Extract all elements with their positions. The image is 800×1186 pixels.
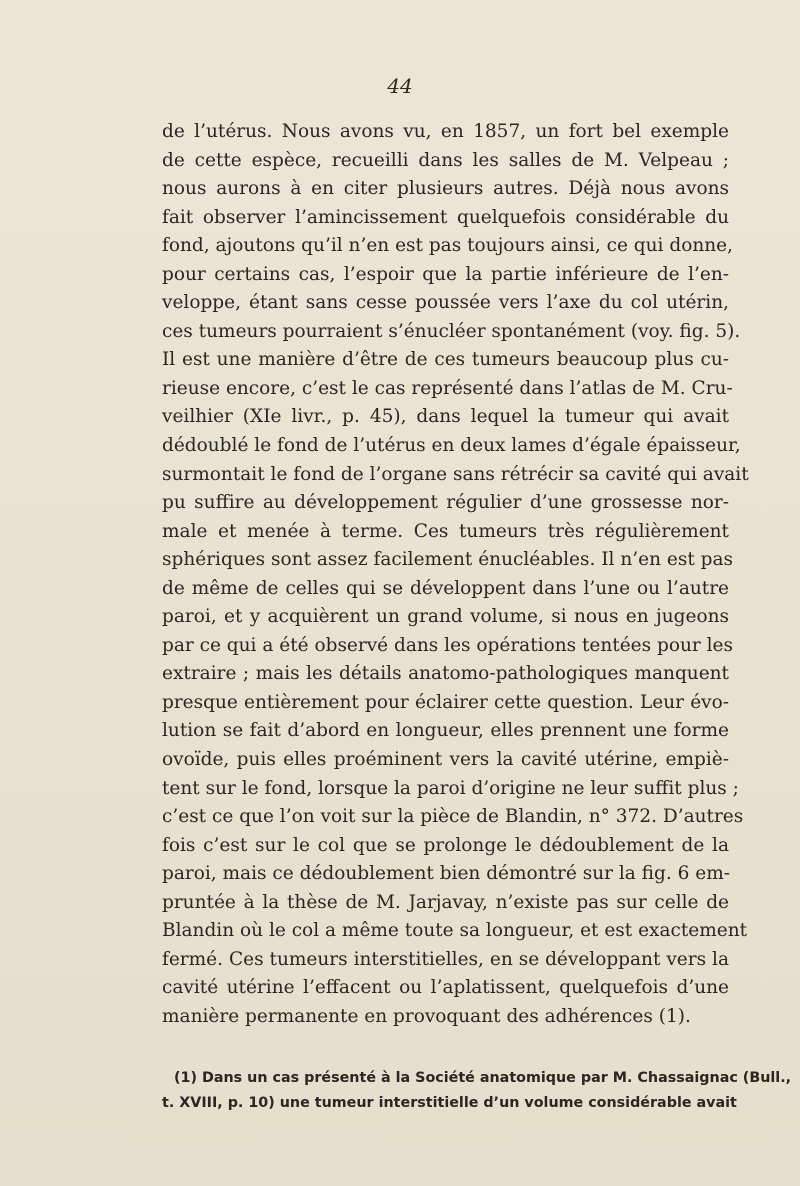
- text-line: c’est ce que l’on voit sur la pièce de Blandin, n° 372. D’autres: [162, 806, 744, 828]
- text-line: dédoublé le fond de l’utérus en deux lames d’égale épaisseur,: [162, 435, 741, 457]
- text-line: paroi, mais ce dédoublement bien démontré sur la fig. 6 em-: [162, 863, 730, 885]
- text-line: male et menée à terme. Ces tumeurs très régulièrement: [162, 520, 729, 542]
- footnote-line: (1) Dans un cas présenté à la Société anatomique par M. Chassaignac (Bull.,: [174, 1070, 792, 1086]
- text-line: veloppe, étant sans cesse poussée vers l’axe du col utérin,: [162, 292, 729, 314]
- text-line: fond, ajoutons qu’il n’en est pas toujours ainsi, ce qui donne,: [162, 235, 733, 257]
- text-line: ces tumeurs pourraient s’énucléer spontanément (voy. fig. 5).: [162, 320, 741, 342]
- text-line: pruntée à la thèse de M. Jarjavay, n’existe pas sur celle de: [162, 891, 729, 913]
- text-line: veilhier (XIe livr., p. 45), dans lequel la tumeur qui avait: [162, 406, 729, 428]
- text-line: de l’utérus. Nous avons vu, en 1857, un fort bel exemple: [162, 121, 729, 142]
- text-line: rieuse encore, c’est le cas représenté dans l’atlas de M. Cru-: [162, 377, 733, 399]
- text-line: surmontait le fond de l’organe sans rétrécir sa cavité qui avait: [162, 463, 749, 485]
- text-line: fois c’est sur le col que se prolonge le dédoublement de la: [162, 834, 729, 856]
- text-line: presque entièrement pour éclairer cette question. Leur évo-: [162, 691, 729, 713]
- text-line: manière permanente en provoquant des adhérences (1).: [162, 1005, 691, 1027]
- text-line: ovoïde, puis elles proéminent vers la cavité utérine, empiè-: [162, 749, 729, 771]
- text-line: de cette espèce, recueilli dans les salles de M. Velpeau ;: [162, 149, 729, 171]
- text-line: pu suffire au développement régulier d’une grossesse nor-: [162, 492, 729, 514]
- text-line: de même de celles qui se développent dans l’une ou l’autre: [162, 577, 729, 599]
- text-line: par ce qui a été observé dans les opérations tentées pour les: [162, 634, 733, 656]
- text-line: nous aurons à en citer plusieurs autres. Déjà nous avons: [162, 178, 729, 200]
- page-number: 44: [387, 74, 413, 98]
- text-line: Blandin où le col a même toute sa longueur, et est exactement: [162, 920, 748, 942]
- text-line: Il est une manière d’être de ces tumeurs beaucoup plus cu-: [162, 349, 729, 371]
- text-line: tent sur le fond, lorsque la paroi d’origine ne leur suffit plus ;: [162, 777, 739, 799]
- text-line: sphériques sont assez facilement énucléables. Il n’en est pas: [162, 549, 733, 571]
- text-line: extraire ; mais les détails anatomo-pathologiques manquent: [162, 663, 729, 685]
- text-line: fait observer l’amincissement quelquefois considérable du: [162, 206, 729, 228]
- text-line: lution se fait d’abord en longueur, elles prennent une forme: [162, 720, 729, 742]
- footnote-line: t. XVIII, p. 10) une tumeur interstitielle d’un volume considérable avait: [162, 1095, 737, 1111]
- text-line: fermé. Ces tumeurs interstitielles, en se développant vers la: [162, 948, 729, 970]
- text-line: cavité utérine l’effacent ou l’aplatissent, quelquefois d’une: [162, 977, 729, 999]
- body-text: [162, 118, 749, 1032]
- text-line: paroi, et y acquièrent un grand volume, si nous en jugeons: [162, 606, 729, 628]
- text-line: pour certains cas, l’espoir que la partie inférieure de l’en-: [162, 263, 729, 285]
- footnote: [162, 1066, 792, 1116]
